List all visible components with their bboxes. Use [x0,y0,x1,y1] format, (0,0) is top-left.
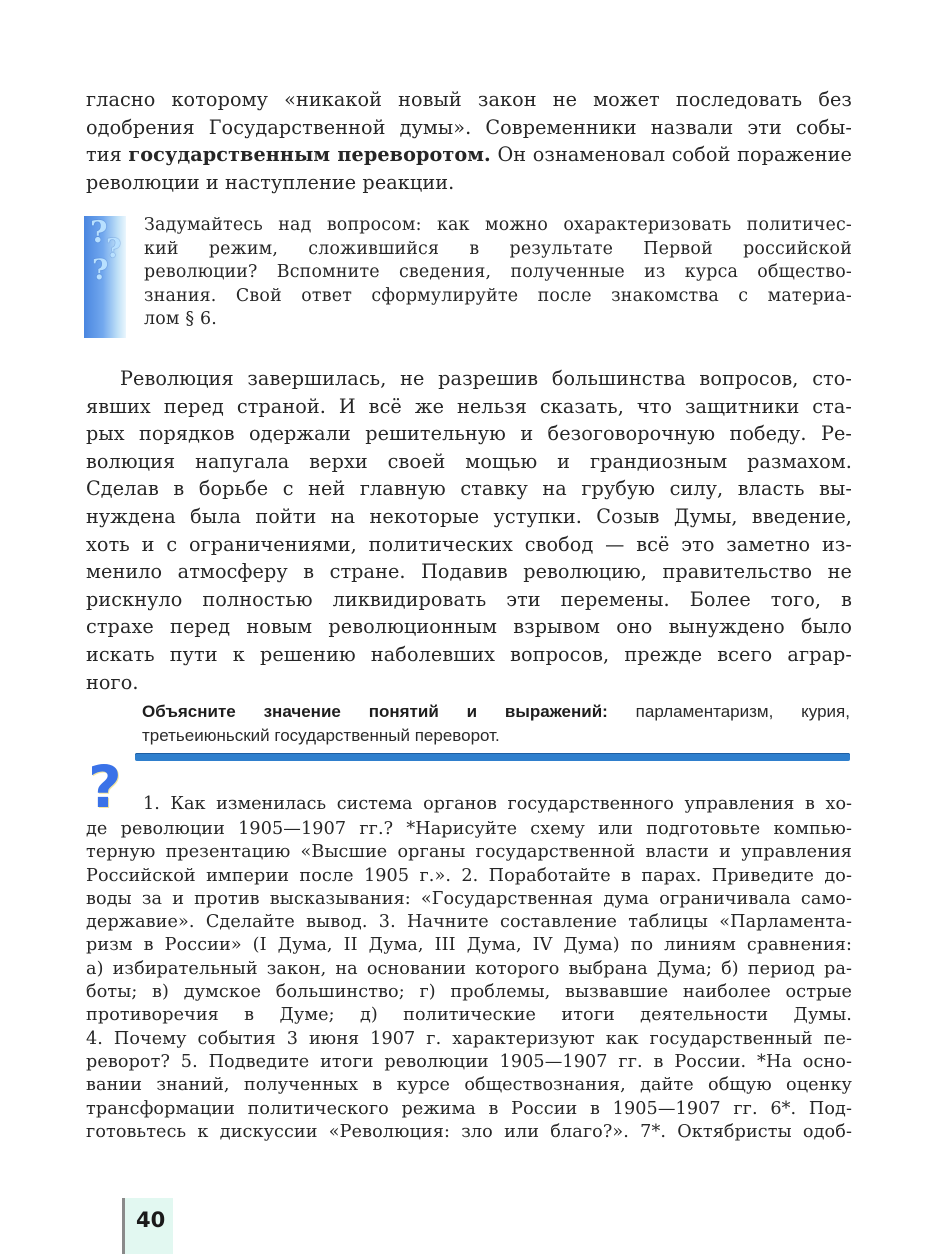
text-line: Революция завершилась, не разрешив большинства вопросов, сто- [120,367,852,390]
text-line: Сделав в борьбе с ней главную ставку на грубую силу, власть вы- [86,477,852,501]
question-mark-icon: ? [88,753,122,821]
bold-term: государственным переворотом. [128,143,491,167]
question-glyph: ? [106,234,122,264]
question-glyph: ? [90,215,108,250]
text-line: трансформации политического режима в России в 1905—1907 гг. 6*. Под- [86,1098,852,1119]
text-line [142,700,850,724]
think-box-text [144,214,852,332]
text-line: ризм в России» (I Дума, II Дума, III Дума, IV Дума) по линиям сравнения: [86,935,852,956]
questions-first-line [143,793,852,816]
text-line: знания. Свой ответ сформулируйте после знакомства с материа- [144,285,852,306]
intro-paragraph [86,86,852,196]
text-run: Он ознаменовал собой поражение [490,143,852,167]
questions-block [86,818,852,1144]
text-line: третьеиюньский государственный переворот. [142,726,500,745]
text-line: гласно которому «никакой новый закон не может последовать без [86,88,852,111]
text-line: нуждена была пойти на некоторые уступки. Созыв Думы, введение, [86,504,852,528]
text-line: вании знаний, полученных в курсе обществознания, дайте общую оценку [86,1075,852,1096]
text-line: волюция напугала верхи своей мощью и грандиозным размахом. [86,449,852,473]
text-line: Задумайтесь над вопросом: как можно охарактеризовать политичес- [144,215,852,235]
text-line: а) избирательный закон, на основании которого выбрана Дума; б) период ра- [86,958,852,979]
text-line: терную презентацию «Высшие органы государственной власти и управления [86,842,852,863]
text-line: реворот? 5. Подведите итоги революции 1905—1907 гг. в России. *На осно- [86,1051,852,1072]
text-line [86,141,852,169]
text-line: одобрения Государственной думы». Современники назвали эти собы- [86,115,852,139]
text-line: боты; в) думское большинство; г) проблемы, вызвавшие наиболее острые [86,982,852,1003]
main-paragraph [86,365,852,696]
text-line: державие». Сделайте вывод. 3. Начните составление таблицы «Парламента- [86,912,852,933]
text-line: воды за и против высказывания: «Государственная дума ограничивала само- [86,888,852,909]
text-line: лом § 6. [144,309,217,330]
section-divider [135,753,850,761]
text-line: противоречия в Думе; д) политические итоги деятельности Думы. [86,1005,852,1026]
text-line: готовьтесь к дискуссии «Революция: зло или благо?». 7*. Октябристы одоб- [86,1121,852,1142]
question-glyph: ? [92,253,109,286]
text-line: ного. [86,670,139,694]
text-line: Российской империи после 1905 г.». 2. Поработайте в парах. Приведите до- [86,865,852,886]
text-line: 1. Как изменилась система органов государственного управления в хо- [143,794,852,814]
text-line: менило атмосферу в стране. Подавив революцию, правительство не [86,560,852,584]
text-run: тия [86,143,129,167]
text-line: де революции 1905—1907 гг.? *Нарисуйте схему или подготовьте компью- [86,819,852,839]
text-line: 4. Почему события 3 июня 1907 г. характеризуют как государственный пе- [86,1028,852,1049]
text-line: революции? Вспомните сведения, полученные из курса общество- [144,262,852,283]
text-line: кий режим, сложившийся в результате Первой российской [144,238,852,259]
terms-list: парламентаризм, курия, [607,702,850,721]
terms-block [142,700,850,748]
text-line: рискнуло полностью ликвидировать эти перемены. Более того, в [86,587,852,611]
question-marks-icon [84,216,126,338]
terms-label: Объясните значение понятий и выражений: [142,702,608,721]
page-number: 40 [136,1208,166,1232]
text-line: рых порядков одержали решительную и безоговорочную победу. Ре- [86,422,852,446]
text-line: искать пути к решению наболевших вопросов, прежде всего аграр- [86,642,852,666]
text-line: революции и наступление реакции. [86,170,455,194]
text-line: явших перед страной. И всё же нельзя сказать, что защитники ста- [86,394,852,418]
text-line: страхе перед новым революционным взрывом оно вынуждено было [86,615,852,639]
text-line: хоть и с ограничениями, политических свобод — всё это заметно из- [86,532,852,556]
